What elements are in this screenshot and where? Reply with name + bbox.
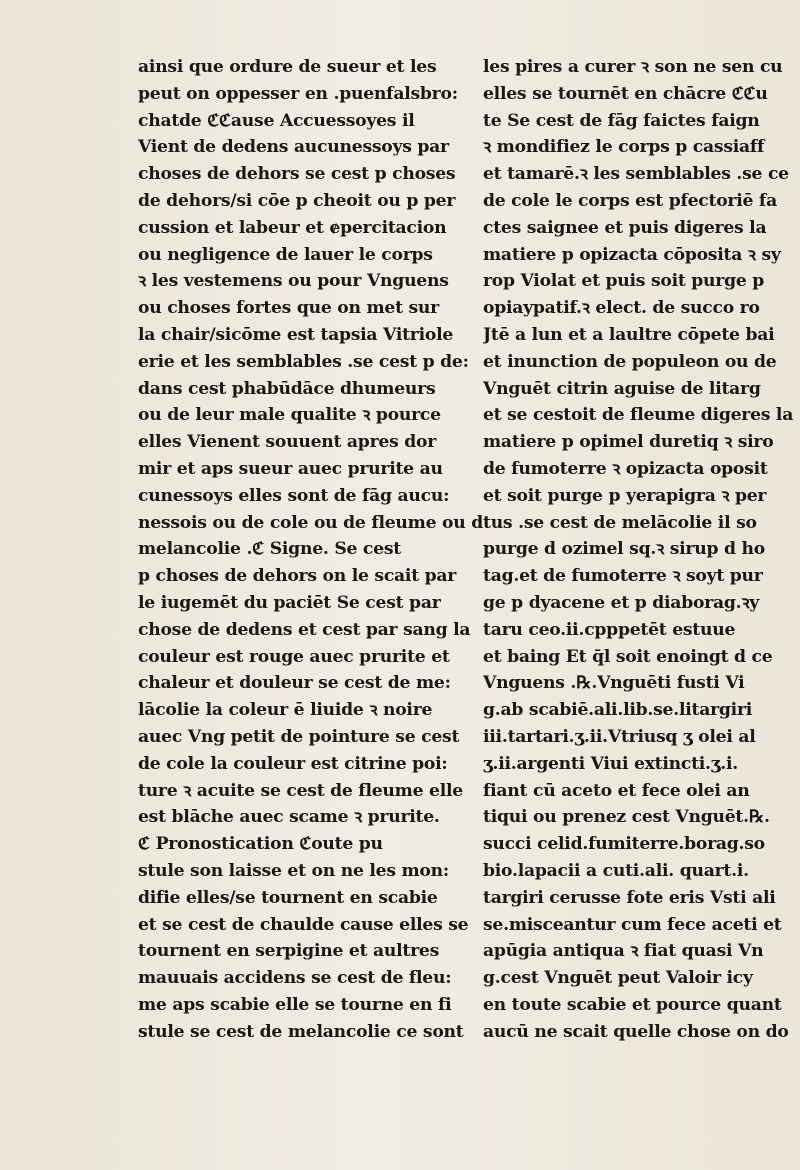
text-line: les pires a curer ꝛ son ne sen cu: [483, 57, 783, 77]
text-line: lācolie la coleur ē liuide ꝛ noire: [138, 700, 433, 721]
text-line: g.ab scabiē.ali.lib.se.litargiri: [483, 700, 753, 721]
text-line: tournent en serpigine et aultres: [138, 941, 440, 962]
text-line: ge p dyacene et p diaborag.ꝛy: [483, 592, 759, 613]
text-line: fiant cū aceto et fece olei an: [483, 780, 750, 801]
text-line: de dehors/si cōe p cheoit ou p per: [138, 190, 456, 211]
text-line: g.cest Vnguēt peut Valoir icy: [483, 968, 753, 989]
text-line: et inunction de populeon ou de: [483, 351, 777, 372]
text-line: iii.tartari.ʒ.ii.Vtriusq ʒ olei al: [483, 726, 756, 747]
text-line: stule se cest de melancolie ce sont: [138, 1021, 464, 1042]
text-line: chose de dedens et cest par sang la: [138, 619, 471, 640]
text-column-right: [483, 54, 800, 1045]
text-line: ꝛ les vestemens ou pour Vnguens: [138, 271, 449, 292]
text-line: mauuais accidens se cest de fleu:: [138, 968, 452, 989]
text-line: p choses de dehors on le scait par: [138, 566, 457, 587]
text-line: tus .se cest de melācolie il so: [483, 512, 757, 533]
text-line: et se cestoit de fleume digeres la: [483, 405, 794, 426]
text-line: le iugemēt du paciēt Se cest par: [138, 592, 441, 613]
text-line: taru ceo.ii.cpppetēt estuue: [483, 619, 736, 640]
text-line: tag.et de fumoterre ꝛ soyt pur: [483, 566, 763, 587]
text-line: opiaypatif.ꝛ elect. de succo ro: [483, 298, 760, 319]
text-line: dans cest phabūdāce dhumeurs: [138, 378, 436, 399]
text-line: targiri cerusse fote eris Vsti ali: [483, 887, 776, 908]
text-line: aucū ne scait quelle chose on do: [483, 1021, 789, 1042]
text-line: de cole la couleur est citrine poi:: [138, 753, 448, 774]
text-line: mir et aps sueur auec prurite au: [138, 458, 443, 479]
text-line: et se cest de chaulde cause elles se: [138, 914, 469, 935]
text-line: purge d ozimel sq.ꝛ sirup d ho: [483, 539, 765, 560]
text-line: cunessoys elles sont de fāg aucu:: [138, 485, 450, 506]
text-line: ℭ Pronostication ℭoute pu: [138, 834, 383, 855]
text-line: rop Violat et puis soit purge p: [483, 271, 765, 292]
text-line: stule son laisse et on ne les mon:: [138, 860, 449, 881]
text-line: me aps scabie elle se tourne en fi: [138, 994, 452, 1015]
text-line: ʒ.ii.argenti Viui extincti.ʒ.i.: [483, 753, 739, 774]
text-line: chaleur et douleur se cest de me:: [138, 673, 451, 694]
text-line: matiere p opizacta cōposita ꝛ sy: [483, 244, 781, 265]
text-line: de fumoterre ꝛ opizacta oposit: [483, 458, 768, 479]
text-line: couleur est rouge auec prurite et: [138, 646, 450, 667]
text-line: te Se cest de fāg faictes faign: [483, 110, 760, 131]
text-line: et tamarē.ꝛ les semblables .se ce: [483, 164, 789, 185]
text-line: Vnguēt citrin aguise de litarg: [483, 378, 761, 399]
text-line: ou negligence de lauer le corps: [138, 244, 433, 265]
text-line: choses de dehors se cest p choses: [138, 164, 456, 185]
text-line: ou de leur male qualite ꝛ pource: [138, 405, 441, 426]
text-line: Vnguens .℞.Vnguēti fusti Vi: [483, 673, 745, 694]
text-line: Jtē a lun et a laultre cōpete bai: [483, 324, 775, 345]
text-line: et baing Et q̄l soit enoingt d ce: [483, 646, 773, 667]
text-line: de cole le corps est pfectoriē fa: [483, 190, 777, 211]
text-line: ctes saignee et puis digeres la: [483, 217, 767, 238]
text-line: auec Vng petit de pointure se cest: [138, 726, 460, 747]
text-line: tiqui ou prenez cest Vnguēt.℞.: [483, 807, 770, 828]
text-line: difie elles/se tournent en scabie: [138, 887, 438, 908]
text-line: elles se tournēt en chācre ℭℭu: [483, 83, 768, 104]
text-line: ꝛ mondifiez le corps p cassiaff: [483, 137, 765, 158]
text-line: succi celid.fumiterre.borag.so: [483, 834, 765, 855]
text-line: se.misceantur cum fece aceti et: [483, 914, 782, 935]
text-line: erie et les semblables .se cest p de:: [138, 351, 469, 372]
text-line: bio.lapacii a cuti.ali. quart.i.: [483, 860, 749, 881]
text-line: melancolie .ℭ Signe. Se cest: [138, 539, 401, 560]
text-line: chatde ℭℭause Accuessoyes il: [138, 110, 415, 131]
text-line: apūgia antiqua ꝛ fiat quasi Vn: [483, 941, 764, 962]
text-line: en toute scabie et pource quant: [483, 994, 782, 1015]
text-line: peut on oppesser en .puenfalsbro:: [138, 83, 458, 104]
text-line: ainsi que ordure de sueur et les: [138, 57, 437, 77]
text-line: ou choses fortes que on met sur: [138, 298, 439, 319]
text-line: ture ꝛ acuite se cest de fleume elle: [138, 780, 463, 801]
text-line: nessois ou de cole ou de fleume ou d: [138, 512, 483, 533]
text-line: elles Vienent souuent apres dor: [138, 432, 437, 453]
text-line: est blāche auec scame ꝛ prurite.: [138, 807, 440, 828]
text-line: et soit purge p yerapigra ꝛ per: [483, 485, 767, 506]
text-column-left: [138, 54, 483, 1045]
text-line: la chair/sicōme est tapsia Vitriole: [138, 324, 454, 345]
text-line: Vient de dedens aucunessoys par: [138, 137, 449, 158]
text-line: matiere p opimel duretiq ꝛ siro: [483, 432, 774, 453]
text-line: cussion et labeur et ɇpercitacion: [138, 217, 447, 238]
